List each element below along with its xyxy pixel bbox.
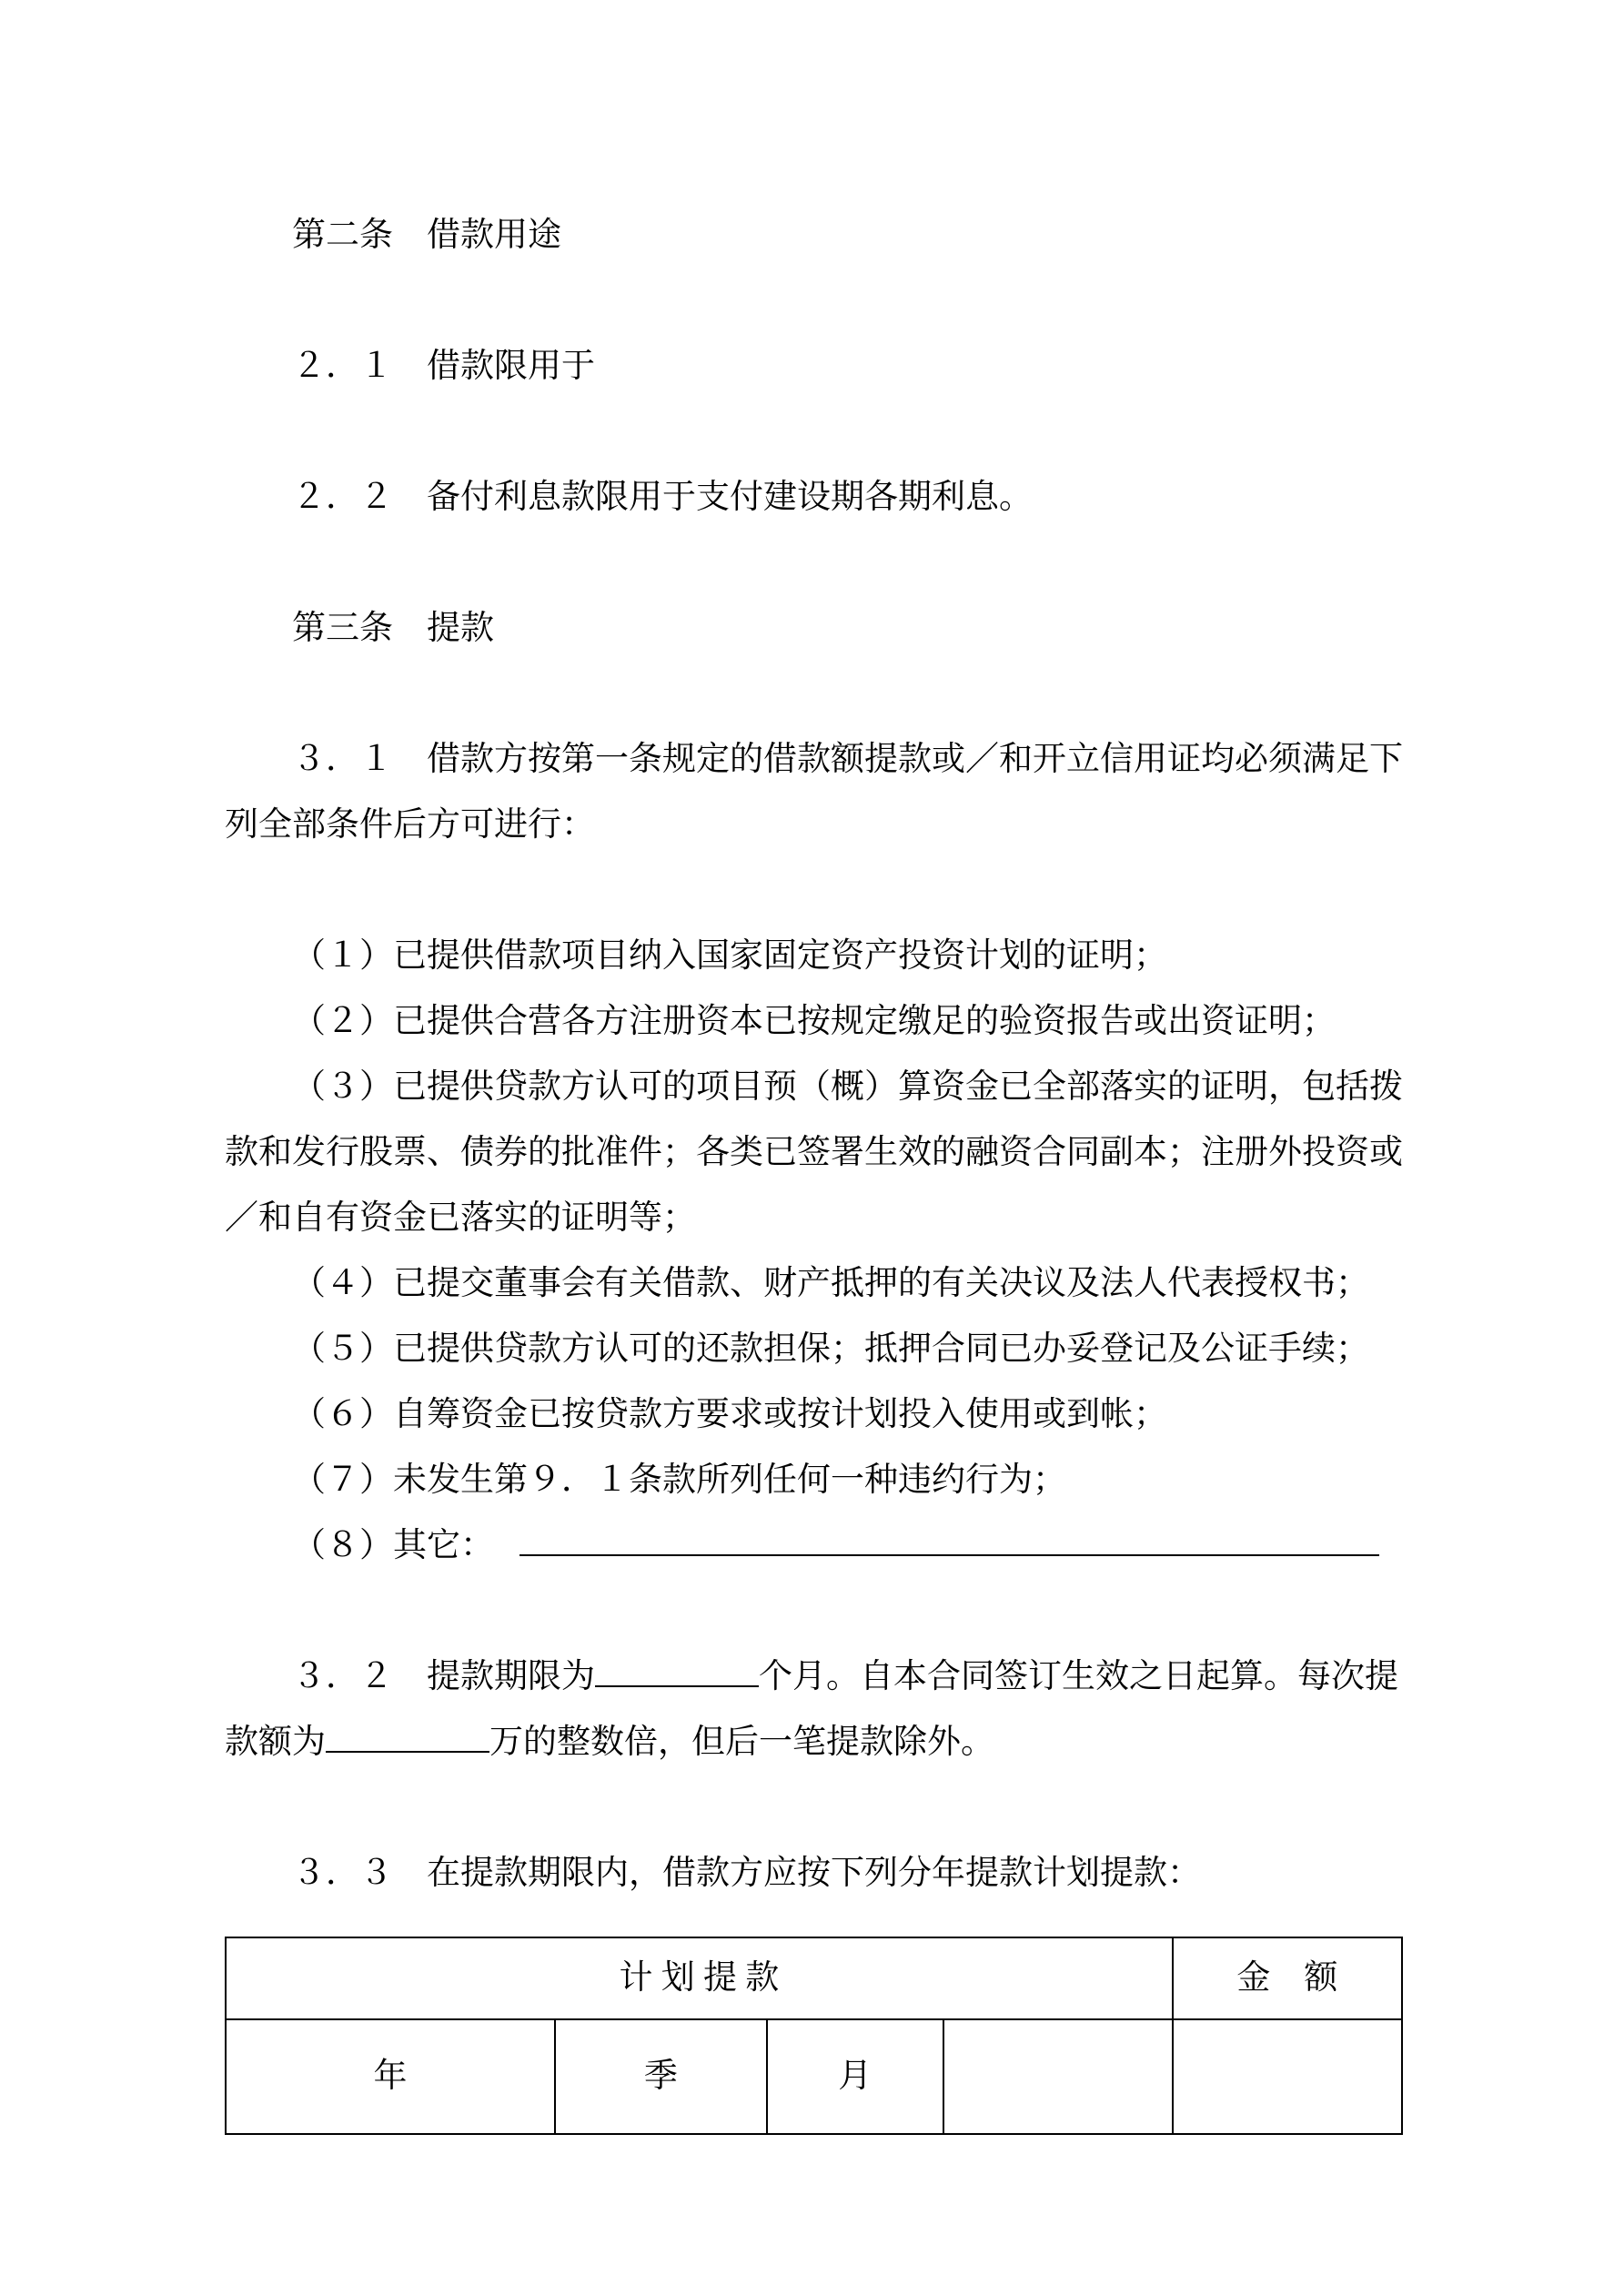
table-cell-year: 年: [226, 2019, 555, 2134]
clause-3-2-text-3: 万的整数倍，但后一笔提款除外。: [489, 1724, 994, 1761]
article-3-heading: 第三条 提款: [292, 610, 494, 647]
condition-item-2: （２）已提供合营各方注册资本已按规定缴足的验资报告或出资证明；: [292, 1003, 1336, 1040]
condition-item-3: （３）已提供贷款方认可的项目预（概）算资金已全部落实的证明，包括拨款和发行股票、债券的批准件；各类已签署生效的融资合同副本；注册外投资或／和自有资金已落实的证明等；: [225, 1068, 1403, 1237]
condition-item-8-label: （８）其它：: [292, 1527, 494, 1564]
condition-item-4: （４）已提交董事会有关借款、财产抵押的有关决议及法人代表授权书；: [292, 1265, 1369, 1302]
condition-item-8: [225, 1513, 1403, 1579]
clause-3-2-text-2: 个月。自本合同签订生效之日起算。每次提款额为: [225, 1658, 1398, 1761]
clause-3-1: ３．１ 借款方按第一条规定的借款额提款或／和开立信用证均必须满足下列全部条件后方可进行：: [225, 741, 1403, 844]
fill-in-blank-other: [519, 1523, 1379, 1556]
table-header-row: [226, 1937, 1402, 2019]
clause-2-2: ２．２ 备付利息款限用于支付建设期各期利息。: [292, 479, 1033, 516]
table-cell-amount-empty: [1173, 2019, 1402, 2134]
table-header-amount: 金 额: [1173, 1937, 1402, 2019]
table-header-plan: 计 划 提 款: [226, 1937, 1173, 2019]
table-cell-plan-empty: [943, 2019, 1173, 2134]
document-content: [225, 203, 1403, 2135]
condition-item-1: （１）已提供借款项目纳入国家固定资产投资计划的证明；: [292, 937, 1167, 975]
clause-3-2-text-1: ３．２ 提款期限为: [292, 1658, 595, 1695]
clause-3-3: ３．３ 在提款期限内，借款方应按下列分年提款计划提款：: [292, 1855, 1201, 1892]
table-subheader-row: [226, 2019, 1402, 2134]
fill-in-blank-amount: [326, 1720, 489, 1753]
clause-2-1: ２．１ 借款限用于: [292, 348, 595, 385]
withdrawal-plan-table: [225, 1937, 1403, 2135]
article-2-heading: 第二条 借款用途: [292, 217, 561, 254]
clause-3-2: [225, 1644, 1403, 1775]
condition-item-5: （５）已提供贷款方认可的还款担保；抵押合同已办妥登记及公证手续；: [292, 1330, 1369, 1368]
condition-item-7: （７）未发生第９．１条款所列任何一种违约行为；: [292, 1462, 1066, 1499]
condition-item-6: （６）自筹资金已按贷款方要求或按计划投入使用或到帐；: [292, 1396, 1167, 1433]
table-cell-quarter: 季: [555, 2019, 767, 2134]
table-cell-month: 月: [767, 2019, 943, 2134]
fill-in-blank-months: [595, 1654, 759, 1687]
